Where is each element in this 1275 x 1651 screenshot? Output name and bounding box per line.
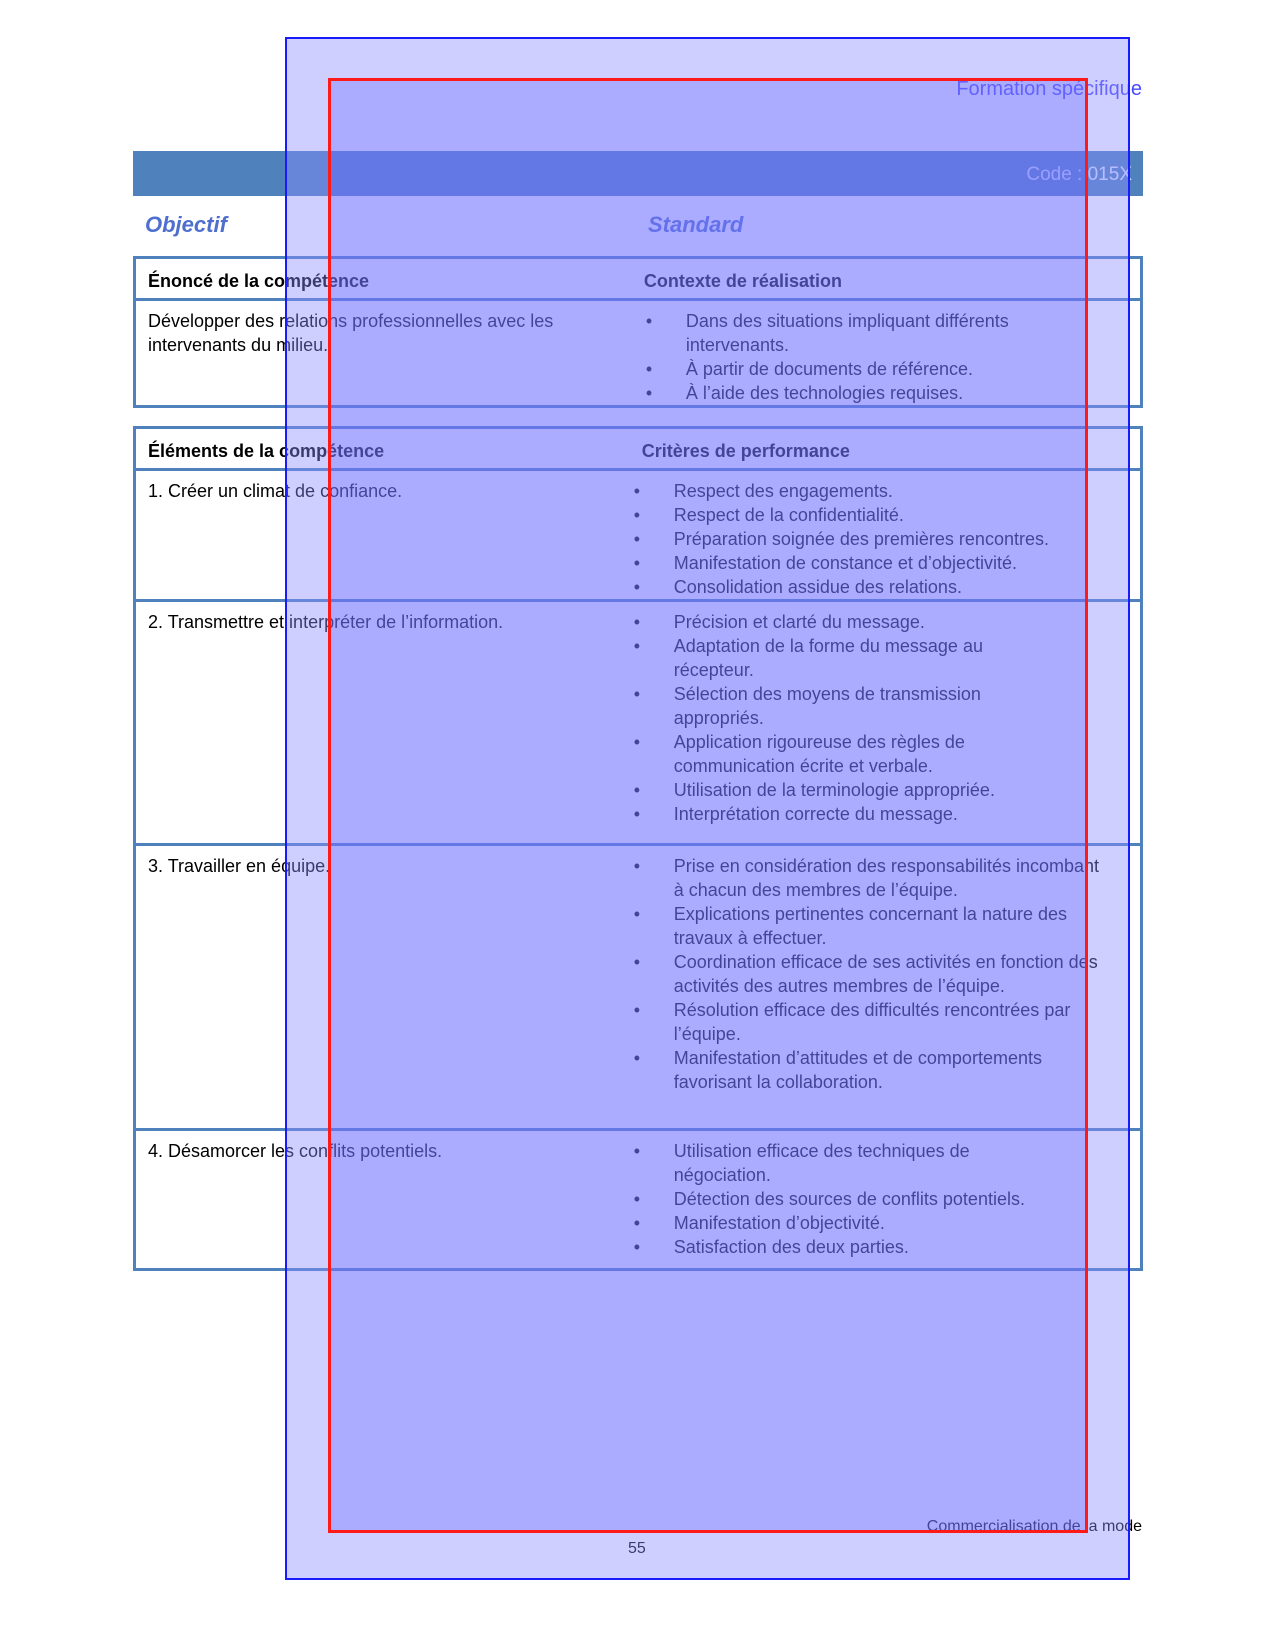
objectif-label: Objectif	[145, 212, 227, 237]
list-item: • Coordination efficace de ses activités en fonction des activités des autres membres de l’équipe.	[632, 950, 1102, 998]
criteres-header: Critères de performance	[641, 441, 850, 461]
list-item: • Satisfaction des deux parties.	[632, 1235, 1052, 1259]
list-item: • Respect des engagements.	[632, 479, 1102, 503]
program-name: Commercialisation de la mode	[926, 1518, 1142, 1535]
list-item: • Manifestation d’objectivité.	[632, 1211, 1052, 1235]
list-item: • Sélection des moyens de transmission appropriés.	[632, 682, 1032, 730]
list-item: • Résolution efficace des difficultés rencontrées par l’équipe.	[632, 998, 1102, 1046]
list-item: • Manifestation de constance et d’objectivité.	[632, 551, 1102, 575]
list-item: • Adaptation de la forme du message au récepteur.	[632, 634, 1032, 682]
inner-overlay	[328, 78, 1088, 1533]
list-item: • Prise en considération des responsabilités incombant à chacun des membres de l’équipe.	[632, 854, 1102, 902]
element-2: 2. Transmettre et interpréter de l’information.	[148, 612, 504, 632]
list-item: • Consolidation assidue des relations.	[632, 575, 1102, 599]
list-item: • Utilisation efficace des techniques de négociation.	[632, 1139, 1052, 1187]
list-item: • Respect de la confidentialité.	[632, 503, 1102, 527]
list-item: • Précision et clarté du message.	[632, 610, 1032, 634]
element-1: 1. Créer un climat de confiance.	[148, 481, 403, 501]
standard-label: Standard	[648, 212, 744, 237]
list-item: • Explications pertinentes concernant la nature des travaux à effectuer.	[632, 902, 1102, 950]
list-item: • Application rigoureuse des règles de communication écrite et verbale.	[632, 730, 1032, 778]
enonce-text: Développer des relations professionnelles avec les intervenants du milieu.	[148, 311, 554, 355]
page-number: 55	[628, 1540, 646, 1557]
element-4: 4. Désamorcer les conflits potentiels.	[148, 1141, 443, 1161]
list-item: • À l’aide des technologies requises.	[644, 381, 1074, 405]
list-item: • Détection des sources de conflits potentiels.	[632, 1187, 1052, 1211]
list-item: • Manifestation d’attitudes et de comportements favorisant la collaboration.	[632, 1046, 1102, 1094]
contexte-header: Contexte de réalisation	[643, 271, 842, 291]
element-3: 3. Travailler en équipe.	[148, 856, 331, 876]
list-item: • À partir de documents de référence.	[644, 357, 1074, 381]
list-item: • Interprétation correcte du message.	[632, 802, 1032, 826]
list-item: • Utilisation de la terminologie appropriée.	[632, 778, 1032, 802]
competence-code: Code : 015X	[1026, 164, 1132, 185]
list-item: • Préparation soignée des premières rencontres.	[632, 527, 1102, 551]
enonce-header: Énoncé de la compétence	[148, 271, 370, 291]
section-title: Formation spécifique	[956, 78, 1142, 100]
elements-header: Éléments de la compétence	[148, 441, 385, 461]
list-item: • Dans des situations impliquant différents intervenants.	[644, 309, 1074, 357]
